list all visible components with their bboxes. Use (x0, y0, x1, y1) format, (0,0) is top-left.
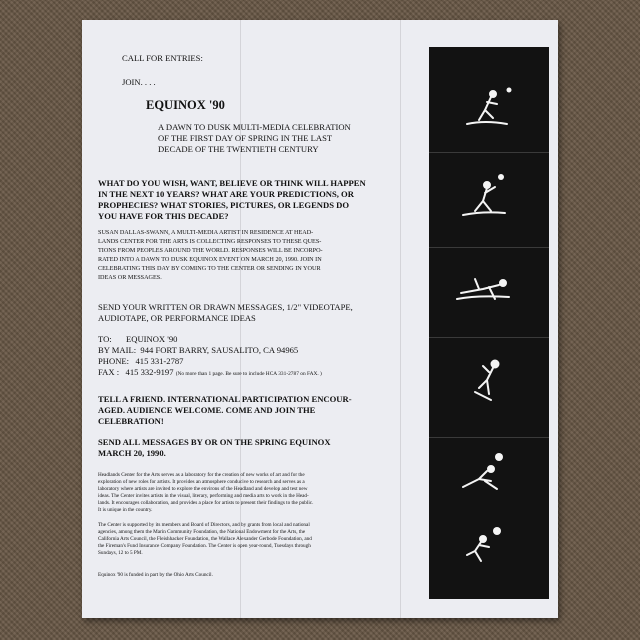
deadline-line: MARCH 20, 1990. (98, 448, 166, 458)
question-line: IN THE NEXT 10 YEARS? WHAT ARE YOUR PREDICTIONS, OR (98, 189, 354, 199)
film-strip (429, 47, 549, 599)
contact-to (98, 334, 177, 344)
join-text: JOIN. . . . (122, 77, 156, 87)
headlands-line: ideas. The Center invites artists in the visual, literary, performing and media arts to work in the Head- (98, 493, 309, 499)
send-line: AUDIOTAPE, OR PERFORMANCE IDEAS (98, 313, 256, 323)
subtitle-line: OF THE FIRST DAY OF SPRING IN THE LAST (158, 133, 333, 143)
support-line: the Fireman's Fund Insurance Company Foundation. The Center is open year-round, Tuesdays through (98, 543, 311, 549)
artist-line: IDEAS OR MESSAGES. (98, 274, 162, 281)
question-line: PROPHECIES? WHAT STORIES, PICTURES, OR LEGENDS DO (98, 200, 350, 210)
contact-to-value: EQUINOX '90 (126, 334, 178, 344)
headlands-line: Headlands Center for the Arts serves as a laboratory for the creation of new works of art and for the (98, 472, 305, 478)
question-line: WHAT DO YOU WISH, WANT, BELIEVE OR THINK WILL HAPPEN (98, 178, 366, 188)
contact-mail-label: BY MAIL: (98, 345, 137, 355)
contact-phone-value: 415 331-2787 (135, 356, 184, 366)
surfer-figure-3-icon (449, 259, 529, 319)
contact-fax (98, 367, 322, 377)
funding-note: Equinox '90 is funded in part by the Ohio Arts Council. (98, 572, 213, 578)
frame-divider (429, 437, 549, 438)
contact-phone (98, 356, 183, 366)
support-line: agencies, among them the Marin Community Foundation, the National Endowment for the Arts, the (98, 529, 306, 535)
artist-line: SUSAN DALLAS-SWANN, A MULTI-MEDIA ARTIST IN RESIDENCE AT HEAD- (98, 229, 314, 236)
surfer-figure-4-icon (449, 352, 529, 412)
frame-divider (429, 337, 549, 338)
frame-divider (429, 247, 549, 248)
support-line: The Center is supported by its members and Board of Directors, and by grants from local and national (98, 522, 310, 528)
tell-line: AGED. AUDIENCE WELCOME. COME AND JOIN THE (98, 405, 316, 415)
subtitle-line: A DAWN TO DUSK MULTI-MEDIA CELEBRATION (158, 122, 351, 132)
contact-fax-value: 415 332-9197 (125, 367, 174, 377)
surfer-figure-1-icon (449, 82, 529, 142)
event-title: EQUINOX '90 (146, 98, 225, 112)
contact-fax-note: (No more than 1 page. Be sure to include HCA 331-2787 on FAX. ) (175, 371, 322, 377)
tell-line: CELEBRATION! (98, 416, 164, 426)
artist-line: LANDS CENTER FOR THE ARTS IS COLLECTING RESPONSES TO THESE QUES- (98, 238, 322, 245)
send-line: SEND YOUR WRITTEN OR DRAWN MESSAGES, 1/2" VIDEOTAPE, (98, 302, 353, 312)
call-for-entries: CALL FOR ENTRIES: (122, 53, 203, 63)
contact-phone-label: PHONE: (98, 356, 130, 366)
artist-line: TIONS FROM PEOPLES AROUND THE WORLD. RESPONSES WILL BE INCORPO- (98, 247, 323, 254)
support-line: California Arts Council, the Fleishhacker Foundation, the Wallace Alexander Gerbode Foundation, and (98, 536, 312, 542)
deadline-line: SEND ALL MESSAGES BY OR ON THE SPRING EQUINOX (98, 437, 331, 447)
headlands-line: It is unique in the country. (98, 507, 153, 513)
paper-fold (400, 20, 401, 618)
question-line: YOU HAVE FOR THIS DECADE? (98, 211, 229, 221)
contact-mail (98, 345, 298, 355)
tell-line: TELL A FRIEND. INTERNATIONAL PARTICIPATION ENCOUR- (98, 394, 352, 404)
headlands-line: laboratory where artists are invited to explore the environs of the Headland and develop and test new (98, 486, 308, 492)
surfer-figure-6-icon (449, 517, 529, 577)
surfer-figure-2-icon (449, 167, 529, 227)
flyer-page (82, 20, 558, 618)
contact-fax-label: FAX : (98, 367, 120, 377)
headlands-line: lands. It encourages collaboration, and provides a place for artists to present their findings to the public. (98, 500, 314, 506)
artist-line: CELEBRATING THIS DAY BY COMING TO THE CENTER OR SENDING IN YOUR (98, 265, 321, 272)
contact-to-label: TO: (98, 334, 112, 344)
headlands-line: exploration of new roles for artists. It provides an atmosphere conducive to research and serves as a (98, 479, 305, 485)
support-line: Sundays, 12 to 5 PM. (98, 550, 143, 556)
surfer-figure-5-icon (449, 447, 529, 507)
frame-divider (429, 152, 549, 153)
subtitle-line: DECADE OF THE TWENTIETH CENTURY (158, 144, 319, 154)
artist-line: RATED INTO A DAWN TO DUSK EQUINOX EVENT ON MARCH 20, 1990. JOIN IN (98, 256, 322, 263)
contact-mail-value: 944 FORT BARRY, SAUSALITO, CA 94965 (140, 345, 299, 355)
